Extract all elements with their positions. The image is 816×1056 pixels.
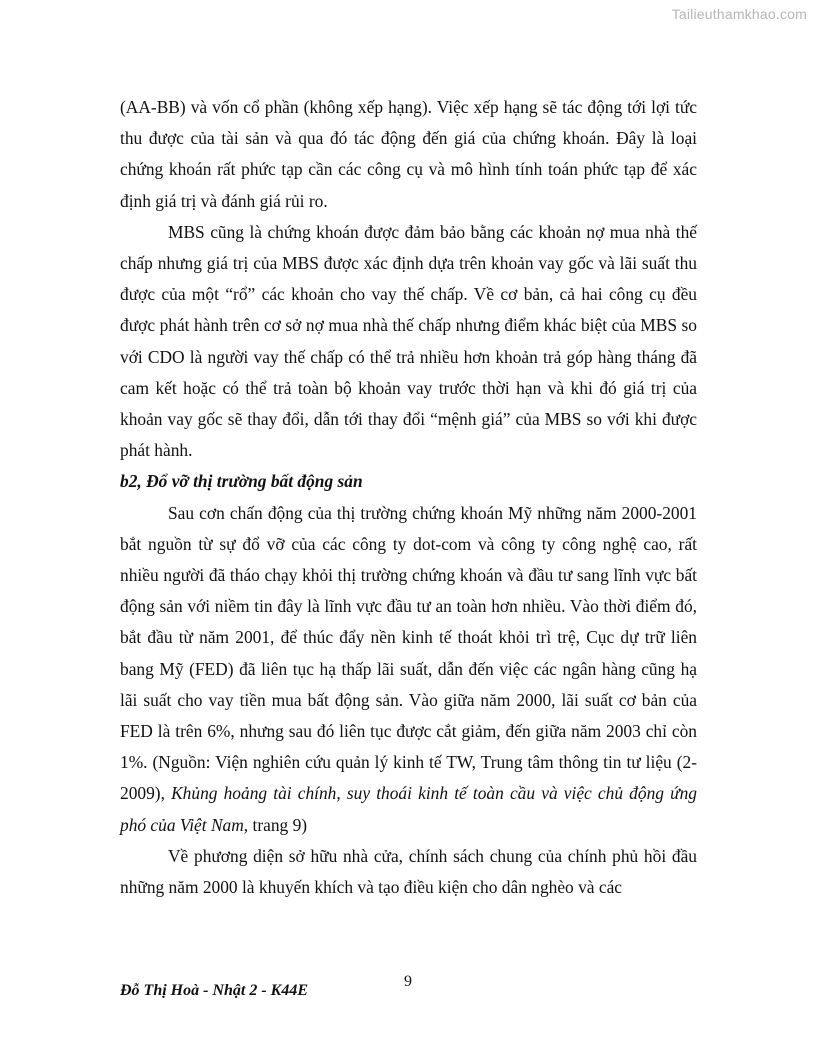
paragraph-real-estate — [120, 498, 697, 841]
paragraph-real-estate-text: Sau cơn chấn động của thị trường chứng khoán Mỹ những năm 2000-2001 bắt nguồn từ sự đổ vỡ của các công ty dot-com và công ty công nghệ cao, rất nhiều người đã tháo chạy khỏi thị trường chứng khoán và đầu tư sang lĩnh vực bất động sản với niềm tin đây là lĩnh vực đầu tư an toàn hơn nhiều. Vào thời điểm đó, bắt đầu từ năm 2001, để thúc đẩy nền kinh tế thoát khỏi trì trệ, Cục dự trữ liên bang Mỹ (FED) đã liên tục hạ thấp lãi suất, dẫn đến việc các ngân hàng cũng hạ lãi suất cho vay tiền mua bất động sản. Vào giữa năm 2000, lãi suất cơ bản của FED là trên 6%, nhưng sau đó liên tục được cắt giảm, đến giữa năm 2003 chỉ còn 1%. (Nguồn: Viện nghiên cứu quản lý kinh tế TW, Trung tâm thông tin tư liệu (2-2009), — [120, 502, 697, 804]
citation-page: trang 9) — [248, 814, 308, 835]
paragraph-ratings: (AA-BB) và vốn cổ phần (không xếp hạng). Việc xếp hạng sẽ tác động tới lợi tức thu được của tài sản và qua đó tác động đến giá của chứng khoán. Đây là loại chứng khoán rất phức tạp cần các công cụ và mô hình tính toán phức tạp để xác định giá trị và đánh giá rủi ro. — [120, 97, 697, 211]
footer-author: Đỗ Thị Hoà - Nhật 2 - K44E — [120, 982, 309, 999]
paragraph-housing-policy: Về phương diện sở hữu nhà cửa, chính sách chung của chính phủ hồi đầu những năm 2000 là khuyến khích và tạo điều kiện cho dân nghèo và các — [120, 845, 697, 898]
paragraph-mbs: MBS cũng là chứng khoán được đảm bảo bằng các khoản nợ mua nhà thế chấp nhưng giá trị của MBS được xác định dựa trên khoản vay gốc và lãi suất thu được của một “rổ” các khoản cho vay thế chấp. Về cơ bản, cả hai công cụ đều được phát hành trên cơ sở nợ mua nhà thế chấp nhưng điểm khác biệt của MBS so với CDO là người vay thế chấp có thể trả nhiều hơn khoản trả góp hàng tháng đã cam kết hoặc có thể trả toàn bộ khoản vay trước thời hạn và khi đó giá trị của khoản vay gốc sẽ thay đổi, dẫn tới thay đổi “mệnh giá” của MBS so với khi được phát hành. — [120, 221, 697, 461]
document-body — [120, 92, 697, 903]
page-number: 9 — [404, 973, 412, 990]
watermark: Tailieuthamkhao.com — [671, 6, 807, 22]
citation-title: Khủng hoảng tài chính, suy thoái kinh tế toàn cầu và việc chủ động ứng phó của Việt Nam, — [120, 783, 697, 835]
section-heading: b2, Đổ vỡ thị trường bất động sản — [120, 471, 363, 492]
